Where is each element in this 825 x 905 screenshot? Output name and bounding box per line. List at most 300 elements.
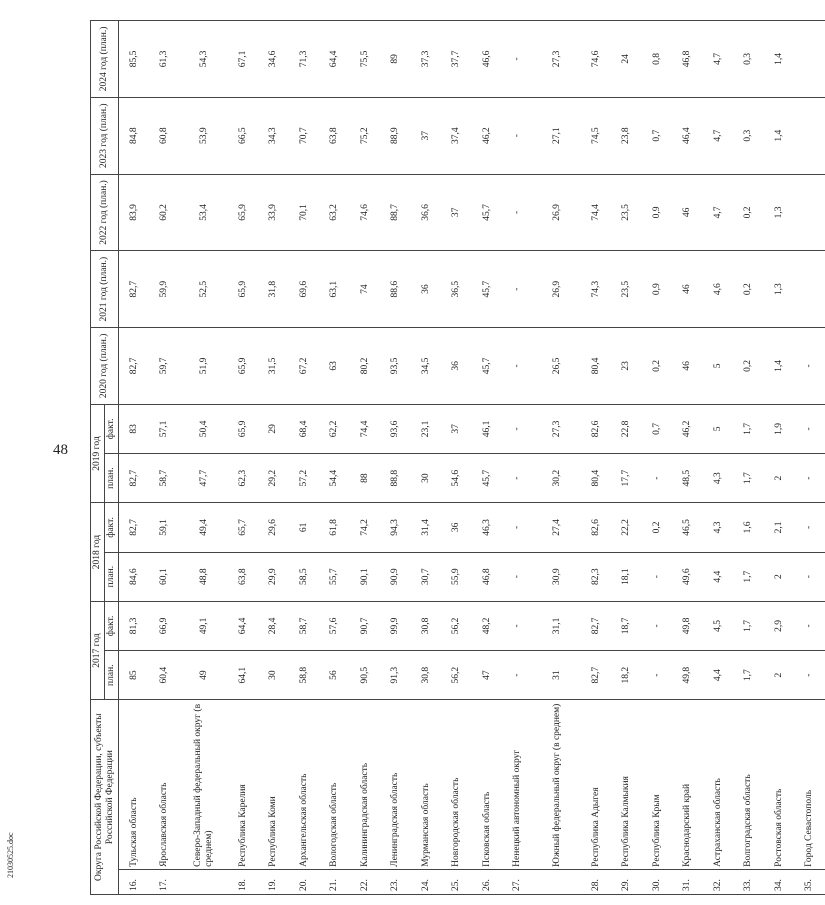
value-cell: 1,6 (734, 503, 765, 552)
header-2023-plan: 2023 год (план.) (91, 97, 119, 174)
value-cell: 5 (703, 328, 734, 405)
value-cell: 30,8 (411, 651, 442, 700)
row-number (180, 869, 228, 894)
value-cell: 64,1 (228, 651, 259, 700)
value-cell: 61,8 (320, 503, 351, 552)
value-cell: - (503, 651, 534, 700)
value-cell: 62,2 (320, 404, 351, 453)
row-number: 34. (764, 869, 795, 894)
value-cell: 69,6 (289, 251, 320, 328)
value-cell: 2 (764, 552, 795, 601)
value-cell: 2,9 (764, 601, 795, 650)
value-cell: 88,9 (381, 97, 412, 174)
value-cell: 29,2 (259, 454, 290, 503)
value-cell: 4,3 (703, 454, 734, 503)
row-number: 27. (503, 869, 534, 894)
table-row (581, 21, 612, 895)
value-cell: 1,4 (764, 21, 795, 98)
value-cell (795, 174, 825, 251)
value-cell: 0,2 (734, 328, 765, 405)
subheader-fact: факт. (105, 503, 119, 552)
value-cell: 75,2 (350, 97, 381, 174)
region-name: Республика Карелия (228, 700, 259, 870)
value-cell: 26,5 (533, 328, 581, 405)
value-cell: 45,7 (472, 454, 503, 503)
value-cell: 80,2 (350, 328, 381, 405)
subheader-plan: план. (105, 552, 119, 601)
value-cell: 62,3 (228, 454, 259, 503)
value-cell: 4,4 (703, 651, 734, 700)
value-cell: 60,2 (150, 174, 181, 251)
region-name: Вологодская область (320, 700, 351, 870)
value-cell: 65,7 (228, 503, 259, 552)
value-cell: 59,1 (150, 503, 181, 552)
value-cell: 27,1 (533, 97, 581, 174)
value-cell: 49,8 (673, 601, 704, 650)
row-number: 23. (381, 869, 412, 894)
value-cell (795, 21, 825, 98)
region-name: Астраханская область (703, 700, 734, 870)
value-cell: 0,9 (642, 251, 673, 328)
value-cell: 71,3 (289, 21, 320, 98)
value-cell: 49,1 (180, 601, 228, 650)
value-cell: 4,7 (703, 97, 734, 174)
value-cell: 74,6 (350, 174, 381, 251)
row-number: 30. (642, 869, 673, 894)
value-cell: 30,7 (411, 552, 442, 601)
value-cell: 63,1 (320, 251, 351, 328)
value-cell: 54,4 (320, 454, 351, 503)
value-cell: 52,5 (180, 251, 228, 328)
value-cell: - (795, 503, 825, 552)
table-row (503, 21, 534, 895)
value-cell: 2 (764, 651, 795, 700)
table-row (734, 21, 765, 895)
table-row (442, 21, 473, 895)
value-cell: 36,6 (411, 174, 442, 251)
value-cell: 26,9 (533, 251, 581, 328)
table-row (350, 21, 381, 895)
value-cell: 74,4 (581, 174, 612, 251)
value-cell: 59,9 (150, 251, 181, 328)
value-cell: 61,3 (150, 21, 181, 98)
value-cell: 63,2 (320, 174, 351, 251)
table-row (764, 21, 795, 895)
region-name: Южный федеральный округ (в среднем) (533, 700, 581, 870)
value-cell: 70,7 (289, 97, 320, 174)
value-cell: 0,3 (734, 97, 765, 174)
value-cell: 49,8 (673, 651, 704, 700)
row-number: 25. (442, 869, 473, 894)
value-cell: 4,6 (703, 251, 734, 328)
region-name: Город Севастополь (795, 700, 825, 870)
table-row (320, 21, 351, 895)
value-cell: 66,5 (228, 97, 259, 174)
region-name: Новгородская область (442, 700, 473, 870)
value-cell: 37,3 (411, 21, 442, 98)
value-cell: 23,5 (612, 251, 643, 328)
value-cell: 46,8 (673, 21, 704, 98)
value-cell: 53,4 (180, 174, 228, 251)
value-cell: 1,7 (734, 454, 765, 503)
value-cell: - (642, 454, 673, 503)
value-cell: 23,1 (411, 404, 442, 453)
region-name: Волгоградская область (734, 700, 765, 870)
value-cell: 68,4 (289, 404, 320, 453)
subheader-fact: факт. (105, 404, 119, 453)
value-cell: 48,5 (673, 454, 704, 503)
value-cell: 37,4 (442, 97, 473, 174)
region-name: Северо-Западный федеральный округ (в среднем) (180, 700, 228, 870)
value-cell: 85 (119, 651, 150, 700)
value-cell: 88,6 (381, 251, 412, 328)
value-cell: 74,2 (350, 503, 381, 552)
page-number: 48 (53, 442, 68, 458)
table-row (533, 21, 581, 895)
value-cell: 56 (320, 651, 351, 700)
value-cell: 88,8 (381, 454, 412, 503)
value-cell: 30,8 (411, 601, 442, 650)
value-cell (795, 251, 825, 328)
region-name: Краснодарский край (673, 700, 704, 870)
value-cell: 49,4 (180, 503, 228, 552)
value-cell: - (795, 328, 825, 405)
value-cell: 74,6 (581, 21, 612, 98)
region-name: Мурманская область (411, 700, 442, 870)
value-cell: 82,7 (119, 251, 150, 328)
value-cell: 70,1 (289, 174, 320, 251)
header-2021-plan: 2021 год (план.) (91, 251, 119, 328)
value-cell: 1,4 (764, 97, 795, 174)
value-cell: 99,9 (381, 601, 412, 650)
value-cell: 82,6 (581, 503, 612, 552)
table-body (119, 21, 825, 895)
value-cell: 74,3 (581, 251, 612, 328)
value-cell: 26,9 (533, 174, 581, 251)
value-cell: 27,3 (533, 404, 581, 453)
value-cell: 22,8 (612, 404, 643, 453)
table-row (228, 21, 259, 895)
value-cell: 29,6 (259, 503, 290, 552)
value-cell: 46,8 (472, 552, 503, 601)
value-cell: 24 (612, 21, 643, 98)
subheader-fact: факт. (105, 601, 119, 650)
value-cell: 30,9 (533, 552, 581, 601)
value-cell: 31 (533, 651, 581, 700)
value-cell: 29,9 (259, 552, 290, 601)
row-number: 31. (673, 869, 704, 894)
region-name: Калининградская область (350, 700, 381, 870)
table-row (703, 21, 734, 895)
value-cell: 0,2 (734, 251, 765, 328)
value-cell: 48,2 (472, 601, 503, 650)
rotated-table-container (90, 20, 815, 895)
row-number: 29. (612, 869, 643, 894)
row-number: 20. (289, 869, 320, 894)
value-cell: 27,3 (533, 21, 581, 98)
value-cell: 4,7 (703, 174, 734, 251)
value-cell: 36,5 (442, 251, 473, 328)
value-cell: 4,5 (703, 601, 734, 650)
value-cell: 90,5 (350, 651, 381, 700)
value-cell: - (503, 404, 534, 453)
value-cell: 74,5 (581, 97, 612, 174)
value-cell: - (642, 651, 673, 700)
value-cell: 65,9 (228, 251, 259, 328)
value-cell: 60,4 (150, 651, 181, 700)
value-cell: 18,7 (612, 601, 643, 650)
value-cell: 1,7 (734, 651, 765, 700)
value-cell: 65,9 (228, 404, 259, 453)
region-name: Тульская область (119, 700, 150, 870)
value-cell: 58,8 (289, 651, 320, 700)
value-cell: 88 (350, 454, 381, 503)
value-cell: 67,2 (289, 328, 320, 405)
value-cell: 37,7 (442, 21, 473, 98)
value-cell: 47,7 (180, 454, 228, 503)
value-cell: 48,8 (180, 552, 228, 601)
value-cell: 49,6 (673, 552, 704, 601)
value-cell: 37 (411, 97, 442, 174)
value-cell: 58,7 (150, 454, 181, 503)
value-cell: 55,9 (442, 552, 473, 601)
value-cell: 33,9 (259, 174, 290, 251)
value-cell: 23,8 (612, 97, 643, 174)
value-cell: 0,7 (642, 404, 673, 453)
value-cell: 57,2 (289, 454, 320, 503)
value-cell: 37 (442, 174, 473, 251)
value-cell: 36 (442, 503, 473, 552)
value-cell: 31,4 (411, 503, 442, 552)
value-cell: 90,7 (350, 601, 381, 650)
value-cell: 17,7 (612, 454, 643, 503)
value-cell: 0,2 (642, 328, 673, 405)
value-cell: 47 (472, 651, 503, 700)
region-name: Республика Адыгея (581, 700, 612, 870)
value-cell: 34,6 (259, 21, 290, 98)
value-cell: - (503, 328, 534, 405)
value-cell: 29 (259, 404, 290, 453)
row-number: 18. (228, 869, 259, 894)
value-cell: 59,7 (150, 328, 181, 405)
value-cell: 46 (673, 251, 704, 328)
header-year-2019: 2019 год (91, 404, 105, 503)
value-cell: 50,4 (180, 404, 228, 453)
value-cell: - (503, 601, 534, 650)
value-cell: 0,9 (642, 174, 673, 251)
value-cell: - (795, 552, 825, 601)
value-cell: 46 (673, 174, 704, 251)
table-row (119, 21, 150, 895)
value-cell: 0,8 (642, 21, 673, 98)
value-cell: 53,9 (180, 97, 228, 174)
region-name: Республика Калмыкия (612, 700, 643, 870)
value-cell: 37 (442, 404, 473, 453)
region-name: Ярославская область (150, 700, 181, 870)
header-2024-plan: 2024 год (план.) (91, 21, 119, 98)
value-cell: 54,3 (180, 21, 228, 98)
value-cell: 82,7 (119, 454, 150, 503)
region-name: Ненецкий автономный округ (503, 700, 534, 870)
value-cell: - (503, 174, 534, 251)
value-cell: 45,7 (472, 328, 503, 405)
region-name: Республика Крым (642, 700, 673, 870)
value-cell: 61 (289, 503, 320, 552)
value-cell: 85,5 (119, 21, 150, 98)
table-row (411, 21, 442, 895)
value-cell: 91,3 (381, 651, 412, 700)
value-cell: 65,9 (228, 328, 259, 405)
value-cell: 0,2 (734, 174, 765, 251)
value-cell: 23,5 (612, 174, 643, 251)
value-cell: 58,5 (289, 552, 320, 601)
value-cell: 18,1 (612, 552, 643, 601)
value-cell: 1,7 (734, 552, 765, 601)
value-cell: 30,2 (533, 454, 581, 503)
value-cell: - (503, 97, 534, 174)
value-cell: 57,1 (150, 404, 181, 453)
row-number: 21. (320, 869, 351, 894)
value-cell: 46,2 (472, 97, 503, 174)
value-cell: 74 (350, 251, 381, 328)
value-cell (795, 97, 825, 174)
value-cell: 23 (612, 328, 643, 405)
value-cell: 1,7 (734, 601, 765, 650)
row-number: 26. (472, 869, 503, 894)
value-cell: 64,4 (228, 601, 259, 650)
value-cell: 51,9 (180, 328, 228, 405)
row-number: 32. (703, 869, 734, 894)
value-cell: 94,3 (381, 503, 412, 552)
value-cell: 2,1 (764, 503, 795, 552)
value-cell: 1,7 (734, 404, 765, 453)
header-region: Округа Российской Федерации, субъекты Российской Федерации (91, 700, 119, 895)
subheader-plan: план. (105, 651, 119, 700)
table-row (472, 21, 503, 895)
table-header (91, 21, 119, 895)
footer-file-code: 21030525.doc (6, 832, 15, 878)
value-cell: 2 (764, 454, 795, 503)
value-cell: 64,4 (320, 21, 351, 98)
header-2020-plan: 2020 год (план.) (91, 328, 119, 405)
value-cell: 1,3 (764, 251, 795, 328)
value-cell: 58,7 (289, 601, 320, 650)
value-cell: 46,5 (673, 503, 704, 552)
region-name: Республика Коми (259, 700, 290, 870)
value-cell: 36 (442, 328, 473, 405)
value-cell: 0,2 (642, 503, 673, 552)
value-cell: 84,6 (119, 552, 150, 601)
row-number: 16. (119, 869, 150, 894)
value-cell: 56,2 (442, 601, 473, 650)
value-cell: 83,9 (119, 174, 150, 251)
subheader-plan: план. (105, 454, 119, 503)
table-row (381, 21, 412, 895)
value-cell: - (795, 651, 825, 700)
value-cell: - (503, 552, 534, 601)
value-cell: 36 (411, 251, 442, 328)
value-cell: 93,6 (381, 404, 412, 453)
value-cell: 60,8 (150, 97, 181, 174)
header-year-2017: 2017 год (91, 601, 105, 700)
value-cell: 66,9 (150, 601, 181, 650)
value-cell: 82,6 (581, 404, 612, 453)
table-row (612, 21, 643, 895)
value-cell: 63,8 (228, 552, 259, 601)
value-cell: 57,6 (320, 601, 351, 650)
value-cell: - (795, 601, 825, 650)
value-cell: 0,7 (642, 97, 673, 174)
table-row (673, 21, 704, 895)
region-name: Ростовская область (764, 700, 795, 870)
row-number: 19. (259, 869, 290, 894)
row-number: 33. (734, 869, 765, 894)
value-cell: 80,4 (581, 328, 612, 405)
value-cell: 84,8 (119, 97, 150, 174)
value-cell: 89 (381, 21, 412, 98)
value-cell: 5 (703, 404, 734, 453)
value-cell: 90,9 (381, 552, 412, 601)
value-cell: - (503, 503, 534, 552)
value-cell: 45,7 (472, 251, 503, 328)
value-cell: 74,4 (350, 404, 381, 453)
value-cell: 83 (119, 404, 150, 453)
value-cell: 63 (320, 328, 351, 405)
value-cell: 30 (411, 454, 442, 503)
table-row (795, 21, 825, 895)
table-row (150, 21, 181, 895)
value-cell: 49 (180, 651, 228, 700)
value-cell: 81,3 (119, 601, 150, 650)
table-row (642, 21, 673, 895)
value-cell: 46,6 (472, 21, 503, 98)
header-year-2018: 2018 год (91, 503, 105, 602)
row-number: 35. (795, 869, 825, 894)
value-cell: 28,4 (259, 601, 290, 650)
value-cell: 1,4 (764, 328, 795, 405)
row-number: 24. (411, 869, 442, 894)
value-cell: 46,1 (472, 404, 503, 453)
value-cell: 31,8 (259, 251, 290, 328)
value-cell: 82,7 (119, 503, 150, 552)
value-cell: 54,6 (442, 454, 473, 503)
value-cell: 18,2 (612, 651, 643, 700)
value-cell: 46,4 (673, 97, 704, 174)
value-cell: 22,2 (612, 503, 643, 552)
value-cell: 34,3 (259, 97, 290, 174)
region-name: Ленинградская область (381, 700, 412, 870)
row-number: 17. (150, 869, 181, 894)
value-cell: 31,5 (259, 328, 290, 405)
value-cell: 82,3 (581, 552, 612, 601)
value-cell: 67,1 (228, 21, 259, 98)
value-cell: 90,1 (350, 552, 381, 601)
value-cell: 27,4 (533, 503, 581, 552)
value-cell: 75,5 (350, 21, 381, 98)
value-cell: 34,5 (411, 328, 442, 405)
value-cell: 60,1 (150, 552, 181, 601)
value-cell: - (503, 454, 534, 503)
value-cell: - (795, 454, 825, 503)
row-number: 28. (581, 869, 612, 894)
value-cell: 88,7 (381, 174, 412, 251)
value-cell: 31,1 (533, 601, 581, 650)
value-cell: 93,5 (381, 328, 412, 405)
value-cell: 82,7 (581, 601, 612, 650)
value-cell: - (642, 552, 673, 601)
value-cell: 30 (259, 651, 290, 700)
value-cell: - (503, 251, 534, 328)
